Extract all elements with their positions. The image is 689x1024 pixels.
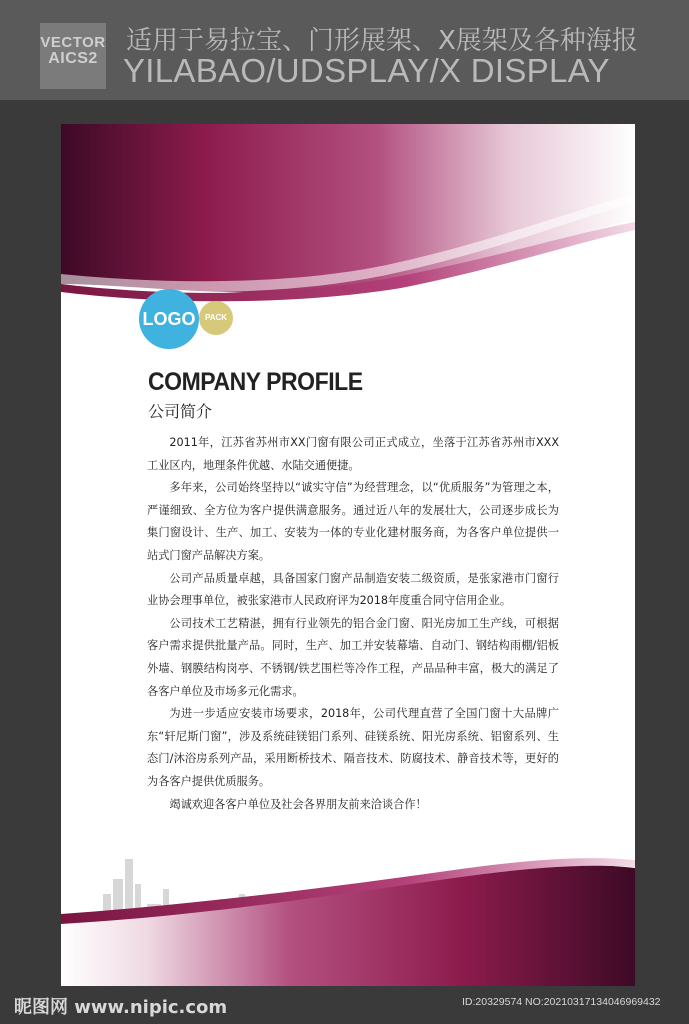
paragraph: 为进一步适应安装市场要求，2018年，公司代理直营了全国门窗十大品牌广东“轩尼斯门窗”，涉及系统硅镁铝门系列、硅镁系统、阳光房系统、铝窗系列、生态门/沐浴房系列产品，采用断桥技术、隔音技术、防腐技术、静音技术等，更好的为各客户提供优质服务。 bbox=[147, 707, 559, 788]
top-band bbox=[61, 124, 635, 293]
vector-badge bbox=[40, 23, 106, 89]
profile-text bbox=[147, 432, 559, 816]
paragraph: 竭诚欢迎各客户单位及社会各界朋友前来洽谈合作！ bbox=[169, 797, 427, 811]
poster bbox=[61, 124, 635, 986]
banner-title: 适用于易拉宝、门形展架、X展架及各种海报 bbox=[126, 26, 638, 56]
page-subtitle: 公司简介 bbox=[148, 402, 213, 421]
badge-line2: AICS2 bbox=[48, 49, 98, 67]
badge-line1: VECTOR bbox=[40, 34, 106, 51]
top-banner bbox=[0, 0, 689, 100]
watermark-text: 昵图网 www.nipic.com bbox=[14, 997, 228, 1018]
paragraph: 公司技术工艺精湛，拥有行业领先的铝合金门窗、阳光房加工生产线，可根据客户需求提供批量产品。同时，生产、加工并安装幕墙、自动门、钢结构雨棚/铝板外墙、钢膜结构岗亭、不锈钢/铁艺围栏等冷作工程，产品品种丰富，极大的满足了各客户单位及市场多元化需求。 bbox=[147, 616, 559, 698]
page-title: COMPANY PROFILE bbox=[148, 368, 363, 396]
image-id-text: ID:20329574 NO:20210317134046969432 bbox=[462, 996, 661, 1008]
paragraph: 公司产品质量卓越，具备国家门窗产品制造安装二级资质，是张家港市门窗行业协会理事单位，被张家港市人民政府评为2018年度重合同守信用企业。 bbox=[147, 571, 559, 608]
bottom-band bbox=[61, 865, 635, 986]
paragraph: 多年来，公司始终坚持以“诚实守信”为经营理念，以“优质服务”为管理之本，严谨细致、全方位为客户提供满意服务。通过近八年的发展壮大，公司逐步成长为集门窗设计、生产、加工、安装为一体的专业化建材服务商，为各客户单位提供一站式门窗产品解决方案。 bbox=[147, 481, 559, 562]
logo-pack-badge: PACK bbox=[199, 301, 233, 335]
paragraph: 2011年，江苏省苏州市XX门窗有限公司正式成立，坐落于江苏省苏州市XXX工业区内，地理条件优越、水陆交通便捷。 bbox=[147, 436, 559, 472]
banner-subtitle: YILABAO/UDSPLAY/X DISPLAY bbox=[123, 52, 610, 89]
logo: LOGO bbox=[139, 289, 199, 349]
